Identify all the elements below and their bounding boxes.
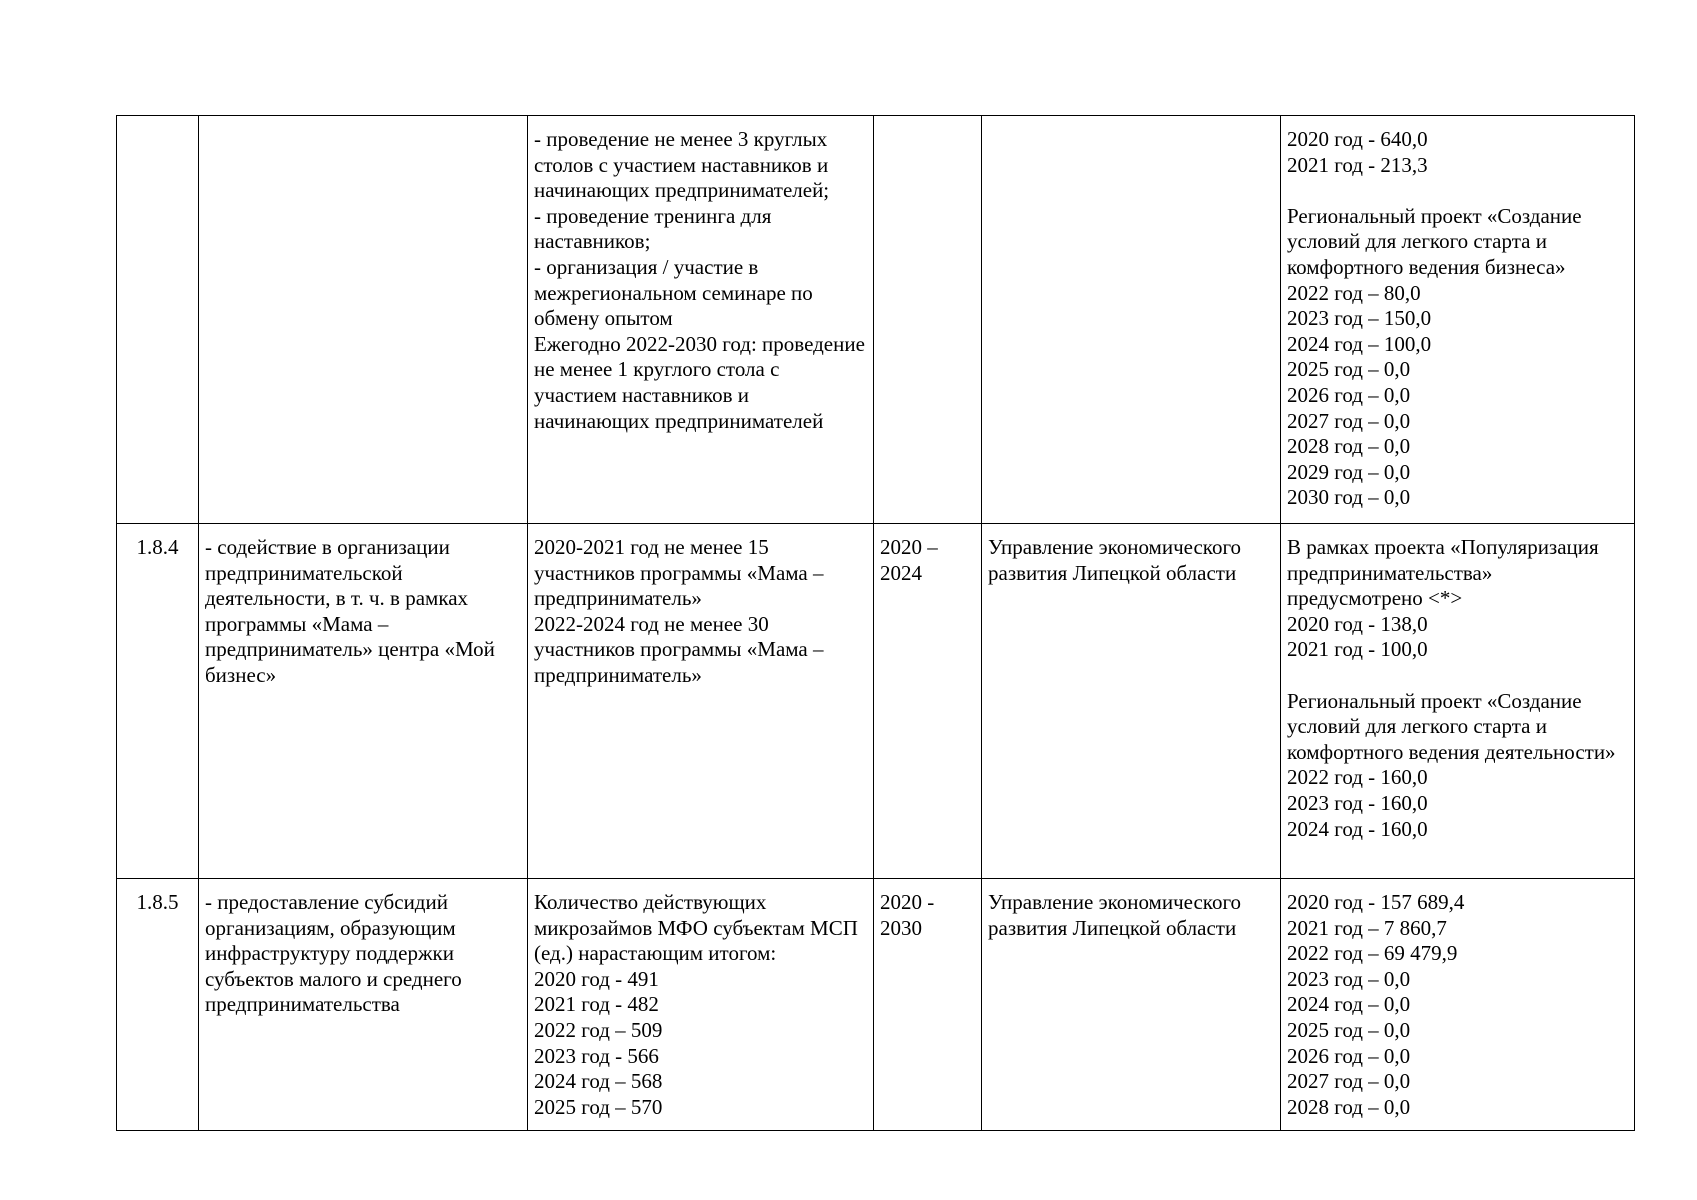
cell-period: [874, 116, 982, 524]
cell-funding: 2020 год - 640,0 2021 год - 213,3 Региональный проект «Создание условий для легкого старта и комфортного ведения бизнеса» 2022 год – 80,0 2023 год – 150,0 2024 год – 100,0 2025 год – 0,0 2026 год – 0,0 2027 год – 0,0 2028 год – 0,0 2029 год – 0,0 2030 год – 0,0: [1281, 116, 1635, 524]
program-table: [116, 115, 1635, 1131]
cell-indicator: Количество действующих микрозаймов МФО субъектам МСП (ед.) нарастающим итогом: 2020 год - 491 2021 год - 482 2022 год – 509 2023 год - 566 2024 год – 568 2025 год – 570: [528, 879, 874, 1131]
table-row: [117, 879, 1635, 1131]
cell-funding: В рамках проекта «Популяризация предпринимательства» предусмотрено <*> 2020 год - 138,0 2021 год - 100,0 Региональный проект «Создание условий для легкого старта и комфортного ведения деятельности» 2022 год - 160,0 2023 год - 160,0 2024 год - 160,0: [1281, 524, 1635, 879]
cell-event: - содействие в организации предпринимательской деятельности, в т. ч. в рамках программы «Мама – предприниматель» центра «Мой бизнес»: [199, 524, 528, 879]
cell-executor: [982, 116, 1281, 524]
cell-number: 1.8.5: [117, 879, 199, 1131]
table-row: [117, 524, 1635, 879]
cell-number: [117, 116, 199, 524]
cell-event: - предоставление субсидий организациям, образующим инфраструктуру поддержки субъектов малого и среднего предпринимательства: [199, 879, 528, 1131]
cell-executor: Управление экономического развития Липецкой области: [982, 879, 1281, 1131]
cell-indicator: 2020-2021 год не менее 15 участников программы «Мама – предприниматель» 2022-2024 год не менее 30 участников программы «Мама – предприниматель»: [528, 524, 874, 879]
cell-indicator: - проведение не менее 3 круглых столов с участием наставников и начинающих предпринимателей; - проведение тренинга для наставников; - организация / участие в межрегиональном семинаре по обмену опытом Ежегодно 2022-2030 год: проведение не менее 1 круглого стола с участием наставников и начинающих предпринимателей: [528, 116, 874, 524]
cell-number: 1.8.4: [117, 524, 199, 879]
cell-period: 2020 - 2030: [874, 879, 982, 1131]
cell-event: [199, 116, 528, 524]
cell-funding: 2020 год - 157 689,4 2021 год – 7 860,7 2022 год – 69 479,9 2023 год – 0,0 2024 год – 0,0 2025 год – 0,0 2026 год – 0,0 2027 год – 0,0 2028 год – 0,0: [1281, 879, 1635, 1131]
cell-period: 2020 – 2024: [874, 524, 982, 879]
table-row: [117, 116, 1635, 524]
cell-executor: Управление экономического развития Липецкой области: [982, 524, 1281, 879]
